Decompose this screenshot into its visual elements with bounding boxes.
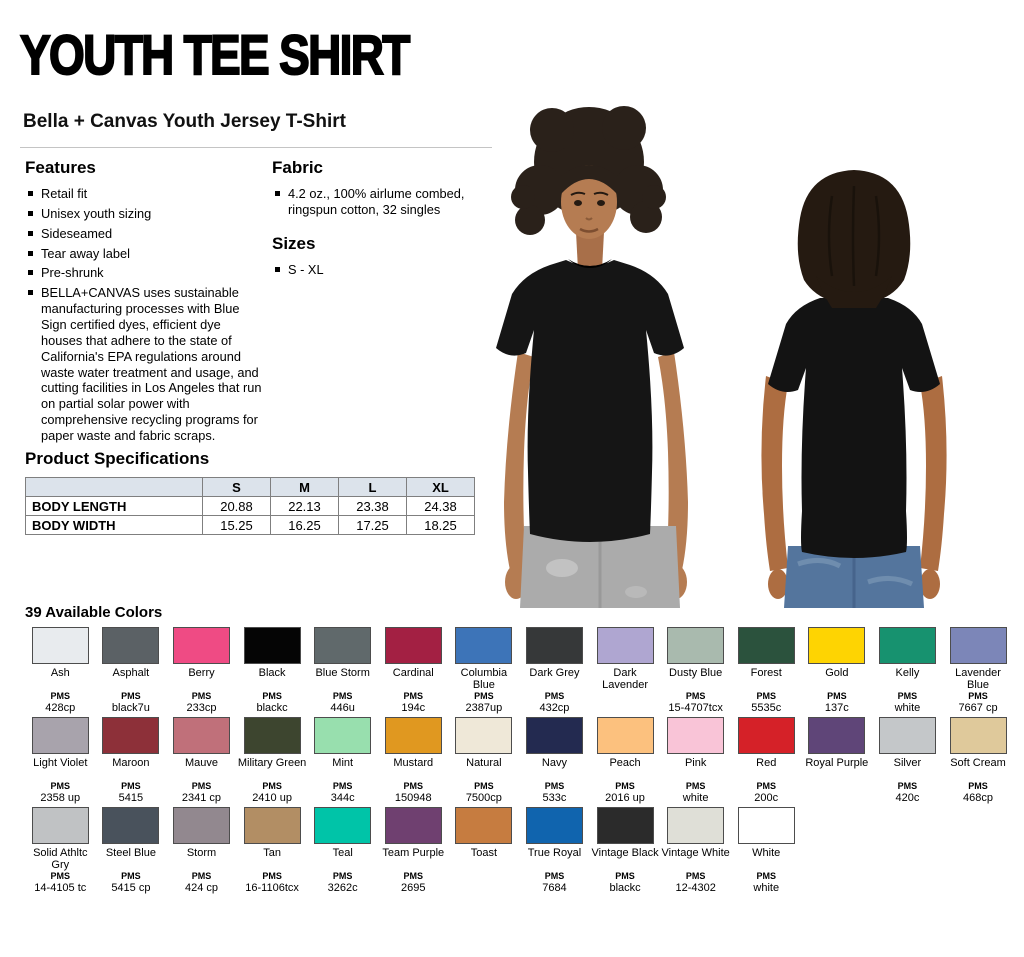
color-swatch-mauve [173, 717, 230, 754]
pms-code: 5415 cp [111, 882, 151, 895]
color-name: Dusty Blue [669, 667, 723, 679]
spec-table [25, 477, 475, 535]
pms-code: 7500cp [465, 791, 502, 804]
pms-label: PMS [685, 691, 706, 701]
color-cell-black [237, 627, 308, 715]
pms-code: 7667 cp [958, 701, 998, 714]
sizes-item: S - XL [272, 262, 500, 278]
pms-code: white [894, 701, 921, 714]
color-cell-red [731, 717, 802, 805]
color-row [25, 807, 1017, 895]
color-name: Peach [609, 757, 641, 770]
pms-code: 446u [330, 701, 355, 714]
color-cell-asphalt [96, 627, 167, 715]
color-cell-natural [449, 717, 520, 805]
spec-value: 15.25 [203, 516, 271, 535]
spec-value: 17.25 [339, 516, 407, 535]
spec-col-header [26, 478, 203, 497]
color-cell-military-green [237, 717, 308, 805]
pms-code: 233cp [186, 701, 217, 714]
pms-code: 2387up [465, 701, 503, 714]
color-name: Mustard [393, 757, 434, 770]
color-name: Lavender Blue [955, 667, 1001, 692]
pms-label: PMS [332, 691, 353, 701]
color-cell-steel-blue [96, 807, 167, 895]
color-row [25, 627, 1017, 715]
color-swatch-red [738, 717, 795, 754]
color-name: Teal [332, 847, 353, 860]
color-name: White [752, 847, 781, 860]
color-cell-maroon [96, 717, 167, 805]
pms-label: PMS [756, 691, 776, 701]
color-swatch-gold [808, 627, 865, 664]
color-name: Gold [825, 667, 849, 679]
color-cell-storm [166, 807, 237, 895]
pms-code: 5535c [751, 701, 782, 714]
fabric-item: 4.2 oz., 100% airlume combed, ringspun cotton, 32 singles [272, 186, 500, 218]
pms-label: PMS [685, 781, 706, 792]
pms-code: 14-4105 tc [34, 882, 87, 895]
color-cell-solid-athltc-gry [25, 807, 96, 895]
color-swatch-dark-lavender [597, 627, 654, 664]
pms-code: 344c [330, 791, 355, 804]
color-swatch-steel-blue [102, 807, 159, 844]
color-name: Team Purple [382, 847, 445, 860]
colors-heading: 39 Available Colors [25, 604, 163, 621]
color-name: Military Green [237, 757, 307, 770]
pms-code: 3262c [327, 882, 358, 895]
features-heading: Features [25, 158, 96, 177]
color-cell-peach [590, 717, 661, 805]
feature-item: Retail fit [25, 186, 263, 202]
color-cell-blue-storm [307, 627, 378, 715]
color-name: Steel Blue [105, 847, 156, 860]
color-name: Soft Cream [950, 757, 1006, 770]
back-model-illustration [736, 166, 972, 608]
pms-code: 2410 up [252, 791, 292, 804]
pms-code: 150948 [394, 791, 432, 804]
pms-label: PMS [968, 691, 988, 701]
pms-code: 5415 [118, 791, 144, 804]
feature-item: Sideseamed [25, 226, 263, 242]
color-name: Black [258, 667, 286, 679]
pms-label: PMS [827, 691, 847, 701]
feature-item: Unisex youth sizing [25, 206, 263, 222]
pms-label: PMS [332, 781, 353, 792]
color-swatch-storm [173, 807, 230, 844]
pms-label: PMS [191, 781, 212, 792]
pms-label: PMS [756, 781, 776, 792]
pms-code: 2016 up [605, 791, 645, 804]
pms-label: PMS [262, 781, 282, 792]
color-swatch-kelly [879, 627, 936, 664]
fabric-sizes-section [272, 158, 500, 282]
color-swatch-team-purple [385, 807, 442, 844]
pms-label: PMS [897, 781, 918, 792]
color-name: Columbia Blue [460, 667, 508, 692]
page-title: YOUTH TEE SHIRT [20, 23, 409, 86]
color-name: Vintage White [661, 847, 730, 860]
color-swatch-forest [738, 627, 795, 664]
pms-code: white [753, 882, 780, 895]
color-swatch-black [244, 627, 301, 664]
product-photo-back [736, 166, 972, 608]
color-swatch-soft-cream [950, 717, 1007, 754]
pms-code: 424 cp [184, 882, 218, 895]
pms-code: 2341 cp [181, 791, 222, 804]
color-cell-toast [449, 807, 520, 895]
feature-item: Pre-shrunk [25, 265, 263, 281]
color-name: Pink [684, 757, 707, 770]
pms-label: PMS [121, 871, 141, 882]
pms-label: PMS [50, 691, 71, 701]
color-swatch-vintage-black [597, 807, 654, 844]
color-swatch-mint [314, 717, 371, 754]
color-name: Dark Lavender [602, 667, 648, 692]
color-swatch-cardinal [385, 627, 442, 664]
specs-section [25, 449, 475, 535]
color-cell-soft-cream [943, 717, 1014, 805]
color-cell-vintage-white [660, 807, 731, 895]
specs-heading: Product Specifications [25, 449, 210, 468]
pms-label: PMS [121, 781, 141, 792]
pms-code: black7u [111, 701, 150, 714]
color-cell-mint [307, 717, 378, 805]
color-name: Dark Grey [529, 667, 580, 679]
pms-label: PMS [191, 871, 212, 882]
color-name: Toast [470, 847, 497, 860]
pms-code: 2358 up [40, 791, 81, 804]
spec-col-header: XL [407, 478, 475, 497]
pms-code: 468cp [963, 791, 993, 804]
color-cell-silver [872, 717, 943, 805]
color-grid [25, 627, 1017, 895]
sizes-heading: Sizes [272, 233, 316, 253]
color-name: Navy [541, 757, 567, 770]
color-cell-team-purple [378, 807, 449, 895]
color-name: Asphalt [112, 667, 150, 679]
color-swatch-blue-storm [314, 627, 371, 664]
pms-code: 137c [824, 701, 849, 714]
color-swatch-silver [879, 717, 936, 754]
color-name: Royal Purple [805, 757, 869, 770]
color-cell-ash [25, 627, 96, 715]
spec-value: 18.25 [407, 516, 475, 535]
front-model-illustration [478, 102, 730, 608]
pms-label: PMS [685, 871, 706, 882]
pms-code: 15-4707tcx [668, 701, 723, 714]
pms-label: PMS [50, 871, 71, 882]
color-swatch-asphalt [102, 627, 159, 664]
color-swatch-navy [526, 717, 583, 754]
spec-value: 24.38 [407, 497, 475, 516]
features-section [25, 158, 263, 448]
color-swatch-military-green [244, 717, 301, 754]
pms-label: PMS [968, 781, 988, 792]
product-photo-front [478, 102, 730, 608]
color-name: Tan [263, 847, 281, 860]
color-swatch-royal-purple [808, 717, 865, 754]
spec-row [26, 497, 475, 516]
color-cell-columbia-blue [449, 627, 520, 715]
pms-label: PMS [615, 781, 635, 792]
color-cell-mustard [378, 717, 449, 805]
pms-label: PMS [262, 691, 282, 701]
color-name: Blue Storm [315, 667, 370, 679]
pms-code: 428cp [45, 701, 76, 714]
color-swatch-dark-grey [526, 627, 583, 664]
color-swatch-white [738, 807, 795, 844]
spec-value: 22.13 [271, 497, 339, 516]
feature-item: BELLA+CANVAS uses sustainable manufacturing processes with Blue Sign certified dyes, efficient dye houses that adhere to the state of California's EPA regulations around waste water treatment and usage, and cutting facilities in Los Angeles that run on partial solar power with comprehensive recycling programs for paper waste and fabric scraps. [25, 285, 263, 444]
color-swatch-light-violet [32, 717, 89, 754]
spec-col-header: S [203, 478, 271, 497]
color-cell-dusty-blue [660, 627, 731, 715]
color-swatch-maroon [102, 717, 159, 754]
pms-code: 2695 [401, 882, 426, 895]
color-cell-royal-purple [802, 717, 873, 805]
color-cell-teal [307, 807, 378, 895]
spec-value: 23.38 [339, 497, 407, 516]
color-name: Berry [188, 667, 215, 679]
product-subtitle: Bella + Canvas Youth Jersey T-Shirt [23, 111, 346, 132]
spec-row-label: BODY LENGTH [26, 497, 203, 516]
pms-label: PMS [332, 871, 353, 882]
color-swatch-tan [244, 807, 301, 844]
pms-code: 12-4302 [675, 882, 716, 895]
color-swatch-ash [32, 627, 89, 664]
color-cell-tan [237, 807, 308, 895]
spec-value: 16.25 [271, 516, 339, 535]
pms-label: PMS [403, 871, 424, 882]
spec-col-header: L [339, 478, 407, 497]
color-swatch-pink [667, 717, 724, 754]
color-cell-lavender-blue [943, 627, 1014, 715]
color-name: Ash [50, 667, 70, 679]
color-swatch-toast [455, 807, 512, 844]
color-name: Silver [893, 757, 922, 770]
pms-code: 194c [401, 701, 426, 714]
sizes-list [272, 262, 500, 278]
spec-row-label: BODY WIDTH [26, 516, 203, 535]
color-swatch-dusty-blue [667, 627, 724, 664]
divider-line [20, 147, 492, 148]
pms-code: 533c [542, 791, 567, 804]
color-name: Red [756, 757, 777, 770]
color-cell-true-royal [519, 807, 590, 895]
spec-col-header: M [271, 478, 339, 497]
pms-label: PMS [615, 871, 635, 882]
pms-code: 420c [895, 791, 920, 804]
color-cell-kelly [872, 627, 943, 715]
pms-code: 200c [754, 791, 779, 804]
color-cell-vintage-black [590, 807, 661, 895]
feature-item: Tear away label [25, 246, 263, 262]
color-name: Solid Athltc Gry [33, 847, 88, 872]
color-name: Mauve [184, 757, 218, 770]
color-swatch-vintage-white [667, 807, 724, 844]
color-swatch-columbia-blue [455, 627, 512, 664]
pms-code: white [682, 791, 709, 804]
color-swatch-berry [173, 627, 230, 664]
color-row [25, 717, 1017, 805]
fabric-list [272, 186, 500, 218]
pms-label: PMS [50, 781, 71, 792]
fabric-heading: Fabric [272, 158, 324, 177]
colors-section [25, 604, 1017, 897]
color-name: Light Violet [33, 757, 88, 770]
color-swatch-mustard [385, 717, 442, 754]
color-swatch-natural [455, 717, 512, 754]
color-name: Kelly [895, 667, 920, 679]
pms-label: PMS [544, 781, 565, 792]
pms-label: PMS [474, 691, 494, 701]
color-cell-mauve [166, 717, 237, 805]
color-cell-white [731, 807, 802, 895]
pms-label: PMS [897, 691, 918, 701]
color-name: Vintage Black [591, 847, 659, 860]
pms-code: 16-1106tcx [245, 882, 299, 895]
color-cell-cardinal [378, 627, 449, 715]
pms-label: PMS [544, 691, 565, 701]
color-cell-navy [519, 717, 590, 805]
pms-label: PMS [544, 871, 565, 882]
pms-label: PMS [262, 871, 282, 882]
spec-row [26, 516, 475, 535]
pms-code: blackc [609, 882, 641, 895]
color-cell-pink [660, 717, 731, 805]
color-swatch-peach [597, 717, 654, 754]
color-name: Cardinal [392, 667, 434, 679]
color-name: Forest [750, 667, 782, 679]
color-swatch-true-royal [526, 807, 583, 844]
color-swatch-lavender-blue [950, 627, 1007, 664]
pms-code: blackc [256, 701, 288, 714]
pms-label: PMS [121, 691, 141, 701]
spec-value: 20.88 [203, 497, 271, 516]
color-cell-gold [802, 627, 873, 715]
pms-label: PMS [474, 781, 494, 792]
pms-code: 432cp [539, 701, 570, 714]
features-list [25, 186, 263, 444]
color-name: True Royal [527, 847, 582, 860]
pms-code: 7684 [542, 882, 567, 895]
color-cell-dark-grey [519, 627, 590, 715]
color-swatch-solid-athltc-gry [32, 807, 89, 844]
pms-label: PMS [191, 691, 212, 701]
color-cell-light-violet [25, 717, 96, 805]
color-cell-forest [731, 627, 802, 715]
pms-label: PMS [403, 781, 424, 792]
color-cell-dark-lavender [590, 627, 661, 715]
color-name: Storm [186, 847, 217, 860]
color-cell-berry [166, 627, 237, 715]
color-swatch-teal [314, 807, 371, 844]
color-name: Maroon [112, 757, 150, 770]
color-name: Mint [332, 757, 354, 770]
pms-label: PMS [756, 871, 776, 882]
pms-label: PMS [403, 691, 424, 701]
color-name: Natural [466, 757, 502, 770]
